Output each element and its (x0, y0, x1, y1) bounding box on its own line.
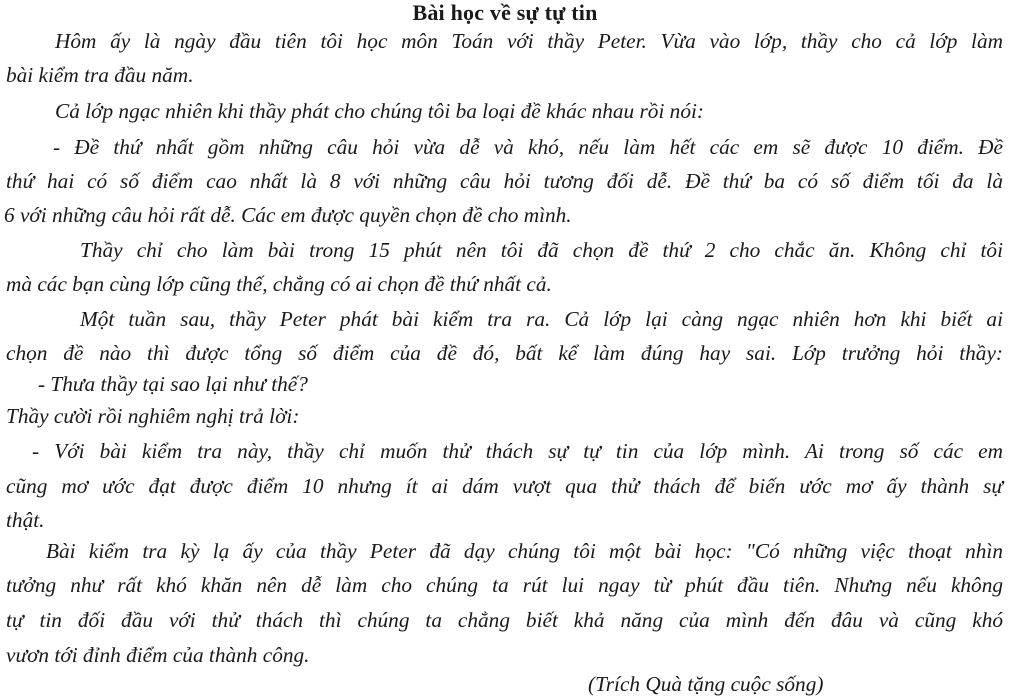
text-line: bài kiểm tra đầu năm. (6, 63, 194, 87)
text-line: Cả lớp ngạc nhiên khi thầy phát cho chúng tôi ba loại đề khác nhau rồi nói: (55, 99, 704, 123)
text-line: chọn đề nào thì được tổng số điểm của đề đó, bất kể làm đúng hay sai. Lớp trưởng hỏi thầy: (6, 341, 1003, 365)
text-line: cũng mơ ước đạt được điểm 10 nhưng ít ai dám vượt qua thử thách để biến ước mơ ấy thành sự (6, 474, 1003, 498)
text-line: thứ hai có số điểm cao nhất là 8 với những câu hỏi tương đối dễ. Đề thứ ba có số điểm tối đa là (6, 169, 1003, 193)
text-line: - Với bài kiểm tra này, thầy chỉ muốn thử thách sự tự tin của lớp mình. Ai trong số các em (32, 439, 1003, 463)
source-citation: (Trích Quà tặng cuộc sống) (588, 672, 824, 696)
text-line: thật. (6, 508, 45, 532)
text-line: Hôm ấy là ngày đầu tiên tôi học môn Toán với thầy Peter. Vừa vào lớp, thầy cho cả lớp làm (55, 29, 1003, 53)
text-line: Thầy chỉ cho làm bài trong 15 phút nên tôi đã chọn đề thứ 2 cho chắc ăn. Không chỉ tôi (80, 238, 1003, 262)
document-title: Bài học về sự tự tin (412, 0, 598, 25)
text-line: tự tin đối đầu với thử thách thì chúng ta chẳng biết khả năng của mình đến đâu và cũng khó (6, 608, 1003, 632)
text-line: 6 với những câu hỏi rất dễ. Các em được quyền chọn đề cho mình. (4, 203, 572, 227)
text-line: tưởng như rất khó khăn nên dễ làm cho chúng ta rút lui ngay từ phút đầu tiên. Nhưng nếu không (6, 573, 1003, 597)
text-line: vươn tới đỉnh điểm của thành công. (6, 643, 310, 667)
text-line: mà các bạn cùng lớp cũng thế, chẳng có ai chọn đề thứ nhất cả. (6, 272, 552, 296)
text-line: Bài kiểm tra kỳ lạ ấy của thầy Peter đã dạy chúng tôi một bài học: "Có những việc thoạt nhìn (46, 539, 1003, 563)
text-line: Thầy cười rồi nghiêm nghị trả lời: (6, 404, 300, 428)
text-line: - Đề thứ nhất gồm những câu hỏi vừa dễ và khó, nếu làm hết các em sẽ được 10 điểm. Đề (53, 135, 1003, 159)
text-line: - Thưa thầy tại sao lại như thế? (38, 372, 308, 396)
text-line: Một tuần sau, thầy Peter phát bài kiểm tra ra. Cả lớp lại càng ngạc nhiên hơn khi biết ai (80, 307, 1003, 331)
